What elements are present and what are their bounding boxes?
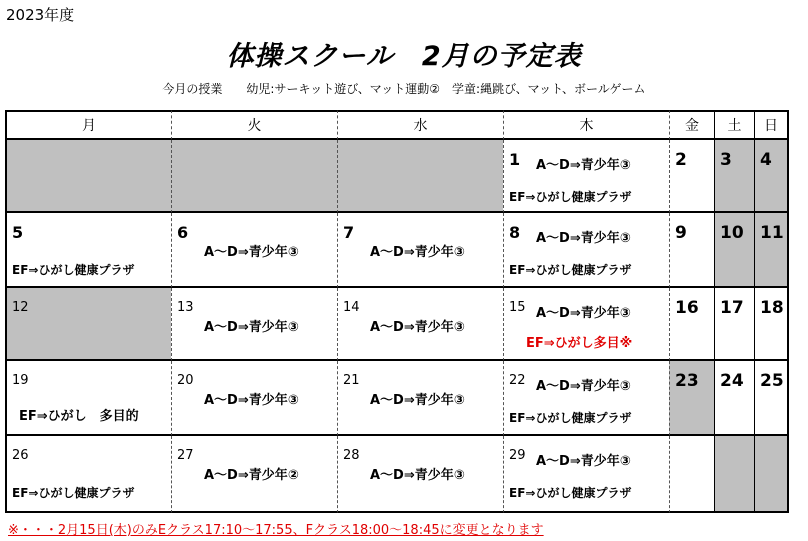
- day-number: 7: [343, 223, 355, 242]
- calendar-day-cell: [714, 213, 754, 288]
- class-ef-location: EF⇒ひがし健康プラザ: [509, 263, 632, 277]
- class-ad-location: A～D⇒青少年③: [370, 393, 465, 408]
- calendar-day-cell: [5, 140, 171, 213]
- calendar-day-cell: [171, 361, 337, 436]
- calendar-day-cell: [171, 213, 337, 288]
- day-number: 1: [509, 150, 521, 169]
- weekday-header-wed: 水: [337, 110, 503, 140]
- day-number: 4: [760, 150, 772, 170]
- class-ef-location: EF⇒ひがし健康プラザ: [509, 190, 632, 204]
- class-ef-location: EF⇒ひがし健康プラザ: [509, 486, 632, 500]
- day-number: 18: [760, 298, 784, 318]
- day-number: 15: [509, 300, 526, 315]
- calendar-day-cell: [171, 140, 337, 213]
- calendar-day-cell: [714, 436, 754, 513]
- day-number: 24: [720, 371, 744, 391]
- class-ad-location: A～D⇒青少年③: [370, 468, 465, 483]
- day-number: 27: [177, 448, 194, 463]
- day-number: 11: [760, 223, 784, 243]
- calendar-day-cell: [754, 213, 789, 288]
- calendar-day-cell: [5, 436, 171, 513]
- day-number: 22: [509, 373, 526, 388]
- fiscal-year-label: 2023年度: [6, 6, 75, 24]
- class-ef-location: EF⇒ひがし 多目的: [19, 409, 139, 424]
- weekday-header-fri: 金: [669, 110, 714, 140]
- calendar-day-cell: [337, 213, 503, 288]
- calendar-day-cell: [503, 436, 669, 513]
- class-ad-location: A～D⇒青少年③: [204, 320, 299, 335]
- day-number: 8: [509, 223, 521, 242]
- class-ad-location: A～D⇒青少年③: [204, 245, 299, 260]
- class-ad-location: A～D⇒青少年③: [204, 393, 299, 408]
- day-number: 5: [12, 223, 24, 242]
- class-ef-location: EF⇒ひがし健康プラザ: [12, 486, 135, 500]
- weekday-header-tue: 火: [171, 110, 337, 140]
- calendar-day-cell: [754, 288, 789, 361]
- day-number: 25: [760, 371, 784, 391]
- day-number: 19: [12, 373, 29, 388]
- calendar-day-cell: [714, 361, 754, 436]
- calendar-day-cell: [337, 361, 503, 436]
- class-ad-location: A～D⇒青少年③: [370, 245, 465, 260]
- weekday-header-mon: 月: [5, 110, 171, 140]
- class-ad-location: A～D⇒青少年③: [536, 158, 631, 173]
- day-number: 13: [177, 300, 194, 315]
- calendar-day-cell: [669, 140, 714, 213]
- calendar-day-cell: [503, 140, 669, 213]
- day-number: 21: [343, 373, 360, 388]
- day-number: 14: [343, 300, 360, 315]
- day-number: 3: [720, 150, 732, 170]
- class-ad-location: A～D⇒青少年③: [536, 454, 631, 469]
- calendar-day-cell: [503, 361, 669, 436]
- class-ad-location: A～D⇒青少年③: [536, 306, 631, 321]
- class-ef-location: EF⇒ひがし健康プラザ: [509, 411, 632, 425]
- class-ef-location: EF⇒ひがし健康プラザ: [12, 263, 135, 277]
- calendar-day-cell: [503, 213, 669, 288]
- calendar-table: [5, 110, 799, 513]
- class-ef-location: EF⇒ひがし多目※: [526, 336, 633, 351]
- calendar-day-cell: [669, 213, 714, 288]
- calendar-day-cell: [337, 140, 503, 213]
- day-number: 29: [509, 448, 526, 463]
- calendar-day-cell: [503, 288, 669, 361]
- lesson-summary: 今月の授業 幼児:サーキット遊び、マット運動② 学童:縄跳び、マット、ボールゲーム: [162, 82, 646, 96]
- calendar-day-cell: [337, 288, 503, 361]
- calendar-day-cell: [5, 288, 171, 361]
- day-number: 12: [12, 300, 29, 315]
- calendar-day-cell: [5, 361, 171, 436]
- day-number: 26: [12, 448, 29, 463]
- calendar-day-cell: [754, 436, 789, 513]
- day-number: 17: [720, 298, 744, 318]
- day-number: 28: [343, 448, 360, 463]
- weekday-header-thu: 木: [503, 110, 669, 140]
- day-number: 9: [675, 223, 687, 243]
- calendar-day-cell: [754, 361, 789, 436]
- day-number: 20: [177, 373, 194, 388]
- calendar-day-cell: [714, 288, 754, 361]
- calendar-day-cell: [714, 140, 754, 213]
- day-number: 2: [675, 150, 687, 170]
- schedule-change-note: ※・・・2月15日(木)のみEクラス17:10～17:55、Fクラス18:00～18:45に変更となります: [8, 523, 544, 538]
- calendar-day-cell: [5, 213, 171, 288]
- day-number: 6: [177, 223, 189, 242]
- class-ad-location: A～D⇒青少年③: [536, 231, 631, 246]
- calendar-day-cell: [171, 436, 337, 513]
- weekday-header-sat: 土: [714, 110, 754, 140]
- calendar-day-cell: [171, 288, 337, 361]
- day-number: 10: [720, 223, 744, 243]
- calendar-day-cell: [669, 436, 714, 513]
- calendar-day-cell: [754, 140, 789, 213]
- calendar-day-cell: [669, 288, 714, 361]
- class-ad-location: A～D⇒青少年②: [204, 468, 299, 483]
- weekday-header-sun: 日: [754, 110, 789, 140]
- day-number: 23: [675, 371, 699, 391]
- page-title: 体操スクール 2月の予定表: [226, 41, 582, 72]
- class-ad-location: A～D⇒青少年③: [536, 379, 631, 394]
- day-number: 16: [675, 298, 699, 318]
- class-ad-location: A～D⇒青少年③: [370, 320, 465, 335]
- calendar-day-cell: [669, 361, 714, 436]
- calendar-day-cell: [337, 436, 503, 513]
